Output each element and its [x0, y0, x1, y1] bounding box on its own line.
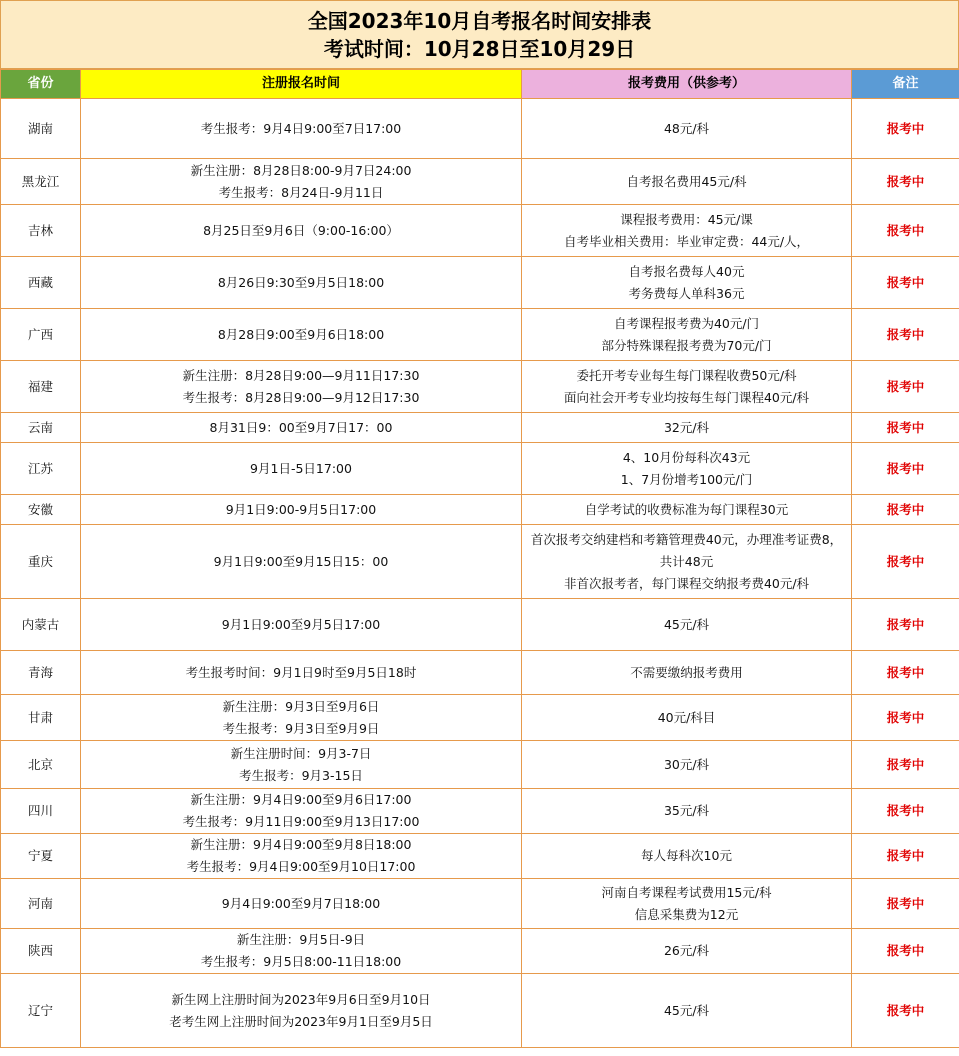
- fee-line: 自考课程报考费为40元/门: [613, 315, 760, 331]
- header-fee: 报考费用（供参考）: [522, 70, 852, 99]
- registration-line: 考生报考：9月4日9:00至7日17:00: [200, 120, 402, 136]
- registration-cell: [81, 741, 522, 789]
- fee-line: 48元/科: [663, 120, 710, 136]
- status-cell: 报考中: [852, 495, 959, 525]
- fee-line: 4、10月份每科次43元: [622, 449, 751, 465]
- table-row: [1, 309, 959, 361]
- header-province: 省份: [1, 70, 81, 99]
- registration-cell: [81, 879, 522, 929]
- fee-cell: [522, 413, 852, 443]
- registration-cell: [81, 205, 522, 257]
- registration-line: 考生报考时间：9月1日9时至9月5日18时: [185, 664, 417, 680]
- province-cell: 黑龙江: [1, 159, 81, 205]
- registration-line: 新生注册：9月5日-9日: [236, 932, 366, 947]
- status-cell: 报考中: [852, 361, 959, 413]
- fee-line: 每人每科次10元: [641, 848, 732, 863]
- province-cell: 青海: [1, 651, 81, 695]
- registration-cell: [81, 361, 522, 413]
- fee-line: 自考报名费用45元/科: [626, 173, 747, 189]
- status-cell: 报考中: [852, 443, 959, 495]
- table-row: [1, 599, 959, 651]
- status-cell: 报考中: [852, 929, 959, 974]
- fee-line: 26元/科: [663, 943, 710, 958]
- fee-line: 35元/科: [663, 803, 710, 818]
- fee-line: 共计48元: [659, 553, 714, 569]
- fee-line: 信息采集费为12元: [634, 906, 739, 922]
- fee-cell: [522, 929, 852, 974]
- fee-cell: [522, 257, 852, 309]
- registration-cell: [81, 651, 522, 695]
- province-cell: 福建: [1, 361, 81, 413]
- table-row: [1, 974, 959, 1048]
- fee-line: 45元/科: [663, 616, 710, 632]
- province-cell: 甘肃: [1, 695, 81, 741]
- fee-cell: [522, 205, 852, 257]
- fee-line: 32元/科: [663, 419, 710, 435]
- registration-line: 9月1日-5日17:00: [250, 460, 352, 476]
- registration-cell: [81, 159, 522, 205]
- fee-line: 自考报名费每人40元: [628, 263, 745, 279]
- registration-line: 考生报考：8月24日-9月11日: [218, 184, 384, 200]
- status-cell: 报考中: [852, 309, 959, 361]
- province-cell: 西藏: [1, 257, 81, 309]
- registration-cell: [81, 974, 522, 1048]
- registration-line: 考生报考：9月11日9:00至9月13日17:00: [182, 814, 420, 829]
- fee-line: 40元/科目: [657, 709, 716, 725]
- province-cell: 重庆: [1, 525, 81, 599]
- registration-line: 9月1日9:00-9月5日17:00: [225, 501, 377, 517]
- registration-cell: [81, 99, 522, 159]
- fee-cell: [522, 525, 852, 599]
- fee-cell: [522, 789, 852, 834]
- table-row: [1, 159, 959, 205]
- fee-line: 非首次报考者，每门课程交纳报考费40元/科: [563, 575, 810, 591]
- fee-line: 不需要缴纳报考费用: [630, 664, 743, 680]
- fee-line: 30元/科: [663, 756, 710, 772]
- status-cell: 报考中: [852, 789, 959, 834]
- fee-line: 自考毕业相关费用：毕业审定费：44元/人，: [563, 233, 810, 249]
- province-cell: 陕西: [1, 929, 81, 974]
- fee-line: 部分特殊课程报考费为70元/门: [601, 337, 772, 353]
- status-cell: 报考中: [852, 974, 959, 1048]
- page-subtitle: 考试时间：10月28日至10月29日: [323, 36, 636, 61]
- fee-line: 自学考试的收费标准为每门课程30元: [584, 501, 789, 517]
- registration-line: 新生注册时间：9月3-7日: [230, 745, 372, 761]
- province-cell: 安徽: [1, 495, 81, 525]
- status-cell: 报考中: [852, 159, 959, 205]
- registration-line: 9月4日9:00至9月7日18:00: [221, 895, 381, 911]
- table-row: [1, 879, 959, 929]
- registration-line: 8月25日至9月6日（9:00-16:00）: [203, 222, 399, 238]
- header-note: 备注: [852, 70, 959, 99]
- registration-line: 老考生网上注册时间为2023年9月1日至9月5日: [169, 1013, 433, 1029]
- registration-line: 考生报考：9月5日8:00-11日18:00: [200, 954, 402, 969]
- registration-line: 新生注册：8月28日8:00-9月7日24:00: [190, 162, 412, 178]
- schedule-table: [0, 69, 959, 1048]
- province-cell: 四川: [1, 789, 81, 834]
- fee-cell: [522, 599, 852, 651]
- fee-cell: [522, 309, 852, 361]
- fee-cell: [522, 741, 852, 789]
- fee-cell: [522, 974, 852, 1048]
- fee-cell: [522, 159, 852, 205]
- province-cell: 湖南: [1, 99, 81, 159]
- registration-line: 8月28日9:00至9月6日18:00: [217, 326, 385, 342]
- registration-line: 新生注册：9月4日9:00至9月8日18:00: [190, 837, 412, 852]
- status-cell: 报考中: [852, 695, 959, 741]
- fee-line: 课程报考费用：45元/课: [620, 211, 753, 227]
- registration-line: 新生注册：9月4日9:00至9月6日17:00: [190, 792, 412, 807]
- fee-line: 委托开考专业每生每门课程收费50元/科: [576, 367, 797, 383]
- province-cell: 云南: [1, 413, 81, 443]
- registration-cell: [81, 443, 522, 495]
- status-cell: 报考中: [852, 413, 959, 443]
- table-row: [1, 413, 959, 443]
- province-cell: 广西: [1, 309, 81, 361]
- registration-cell: [81, 257, 522, 309]
- registration-cell: [81, 599, 522, 651]
- registration-cell: [81, 929, 522, 974]
- province-cell: 内蒙古: [1, 599, 81, 651]
- registration-line: 9月1日9:00至9月5日17:00: [221, 616, 381, 632]
- province-cell: 河南: [1, 879, 81, 929]
- page-title: 全国2023年10月自考报名时间安排表: [307, 8, 652, 33]
- status-cell: 报考中: [852, 525, 959, 599]
- fee-cell: [522, 695, 852, 741]
- status-cell: 报考中: [852, 879, 959, 929]
- fee-cell: [522, 443, 852, 495]
- fee-cell: [522, 495, 852, 525]
- registration-line: 8月26日9:30至9月5日18:00: [217, 274, 385, 290]
- table-row: [1, 443, 959, 495]
- table-row: [1, 741, 959, 789]
- table-body: [1, 99, 959, 1048]
- registration-line: 9月1日9:00至9月15日15：00: [213, 553, 389, 569]
- status-cell: 报考中: [852, 741, 959, 789]
- header-registration: 注册报名时间: [81, 70, 522, 99]
- title-block: [0, 0, 959, 69]
- table-row: [1, 257, 959, 309]
- fee-line: 河南自考课程考试费用15元/科: [601, 884, 772, 900]
- registration-line: 考生报考：9月4日9:00至9月10日17:00: [186, 859, 416, 874]
- fee-cell: [522, 879, 852, 929]
- registration-line: 考生报考：9月3-15日: [239, 767, 363, 783]
- status-cell: 报考中: [852, 205, 959, 257]
- registration-line: 考生报考：9月3日至9月9日: [222, 720, 380, 736]
- fee-cell: [522, 99, 852, 159]
- table-row: [1, 361, 959, 413]
- registration-cell: [81, 309, 522, 361]
- status-cell: 报考中: [852, 651, 959, 695]
- header-row: [1, 70, 959, 99]
- registration-cell: [81, 525, 522, 599]
- table-row: [1, 495, 959, 525]
- registration-line: 新生网上注册时间为2023年9月6日至9月10日: [171, 991, 431, 1007]
- status-cell: 报考中: [852, 257, 959, 309]
- registration-cell: [81, 789, 522, 834]
- fee-line: 考务费每人单科36元: [628, 285, 745, 301]
- table-row: [1, 834, 959, 879]
- table-row: [1, 929, 959, 974]
- registration-cell: [81, 495, 522, 525]
- province-cell: 江苏: [1, 443, 81, 495]
- table-row: [1, 525, 959, 599]
- fee-line: 面向社会开考专业均按每生每门课程40元/科: [563, 389, 810, 405]
- status-cell: 报考中: [852, 599, 959, 651]
- fee-line: 首次报考交纳建档和考籍管理费40元，办理准考证费8，: [530, 531, 843, 547]
- registration-cell: [81, 695, 522, 741]
- registration-line: 考生报考：8月28日9:00—9月12日17:30: [182, 389, 420, 405]
- province-cell: 辽宁: [1, 974, 81, 1048]
- province-cell: 吉林: [1, 205, 81, 257]
- table-row: [1, 205, 959, 257]
- fee-cell: [522, 361, 852, 413]
- registration-cell: [81, 834, 522, 879]
- table-row: [1, 99, 959, 159]
- fee-cell: [522, 834, 852, 879]
- fee-cell: [522, 651, 852, 695]
- table-row: [1, 789, 959, 834]
- fee-line: 45元/科: [663, 1002, 710, 1018]
- status-cell: 报考中: [852, 834, 959, 879]
- registration-line: 新生注册：8月28日9:00—9月11日17:30: [182, 367, 420, 383]
- registration-cell: [81, 413, 522, 443]
- registration-line: 新生注册：9月3日至9月6日: [222, 698, 380, 714]
- province-cell: 北京: [1, 741, 81, 789]
- registration-line: 8月31日9：00至9月7日17：00: [209, 419, 393, 435]
- status-cell: 报考中: [852, 99, 959, 159]
- table-row: [1, 695, 959, 741]
- table-row: [1, 651, 959, 695]
- province-cell: 宁夏: [1, 834, 81, 879]
- fee-line: 1、7月份增考100元/门: [620, 471, 753, 487]
